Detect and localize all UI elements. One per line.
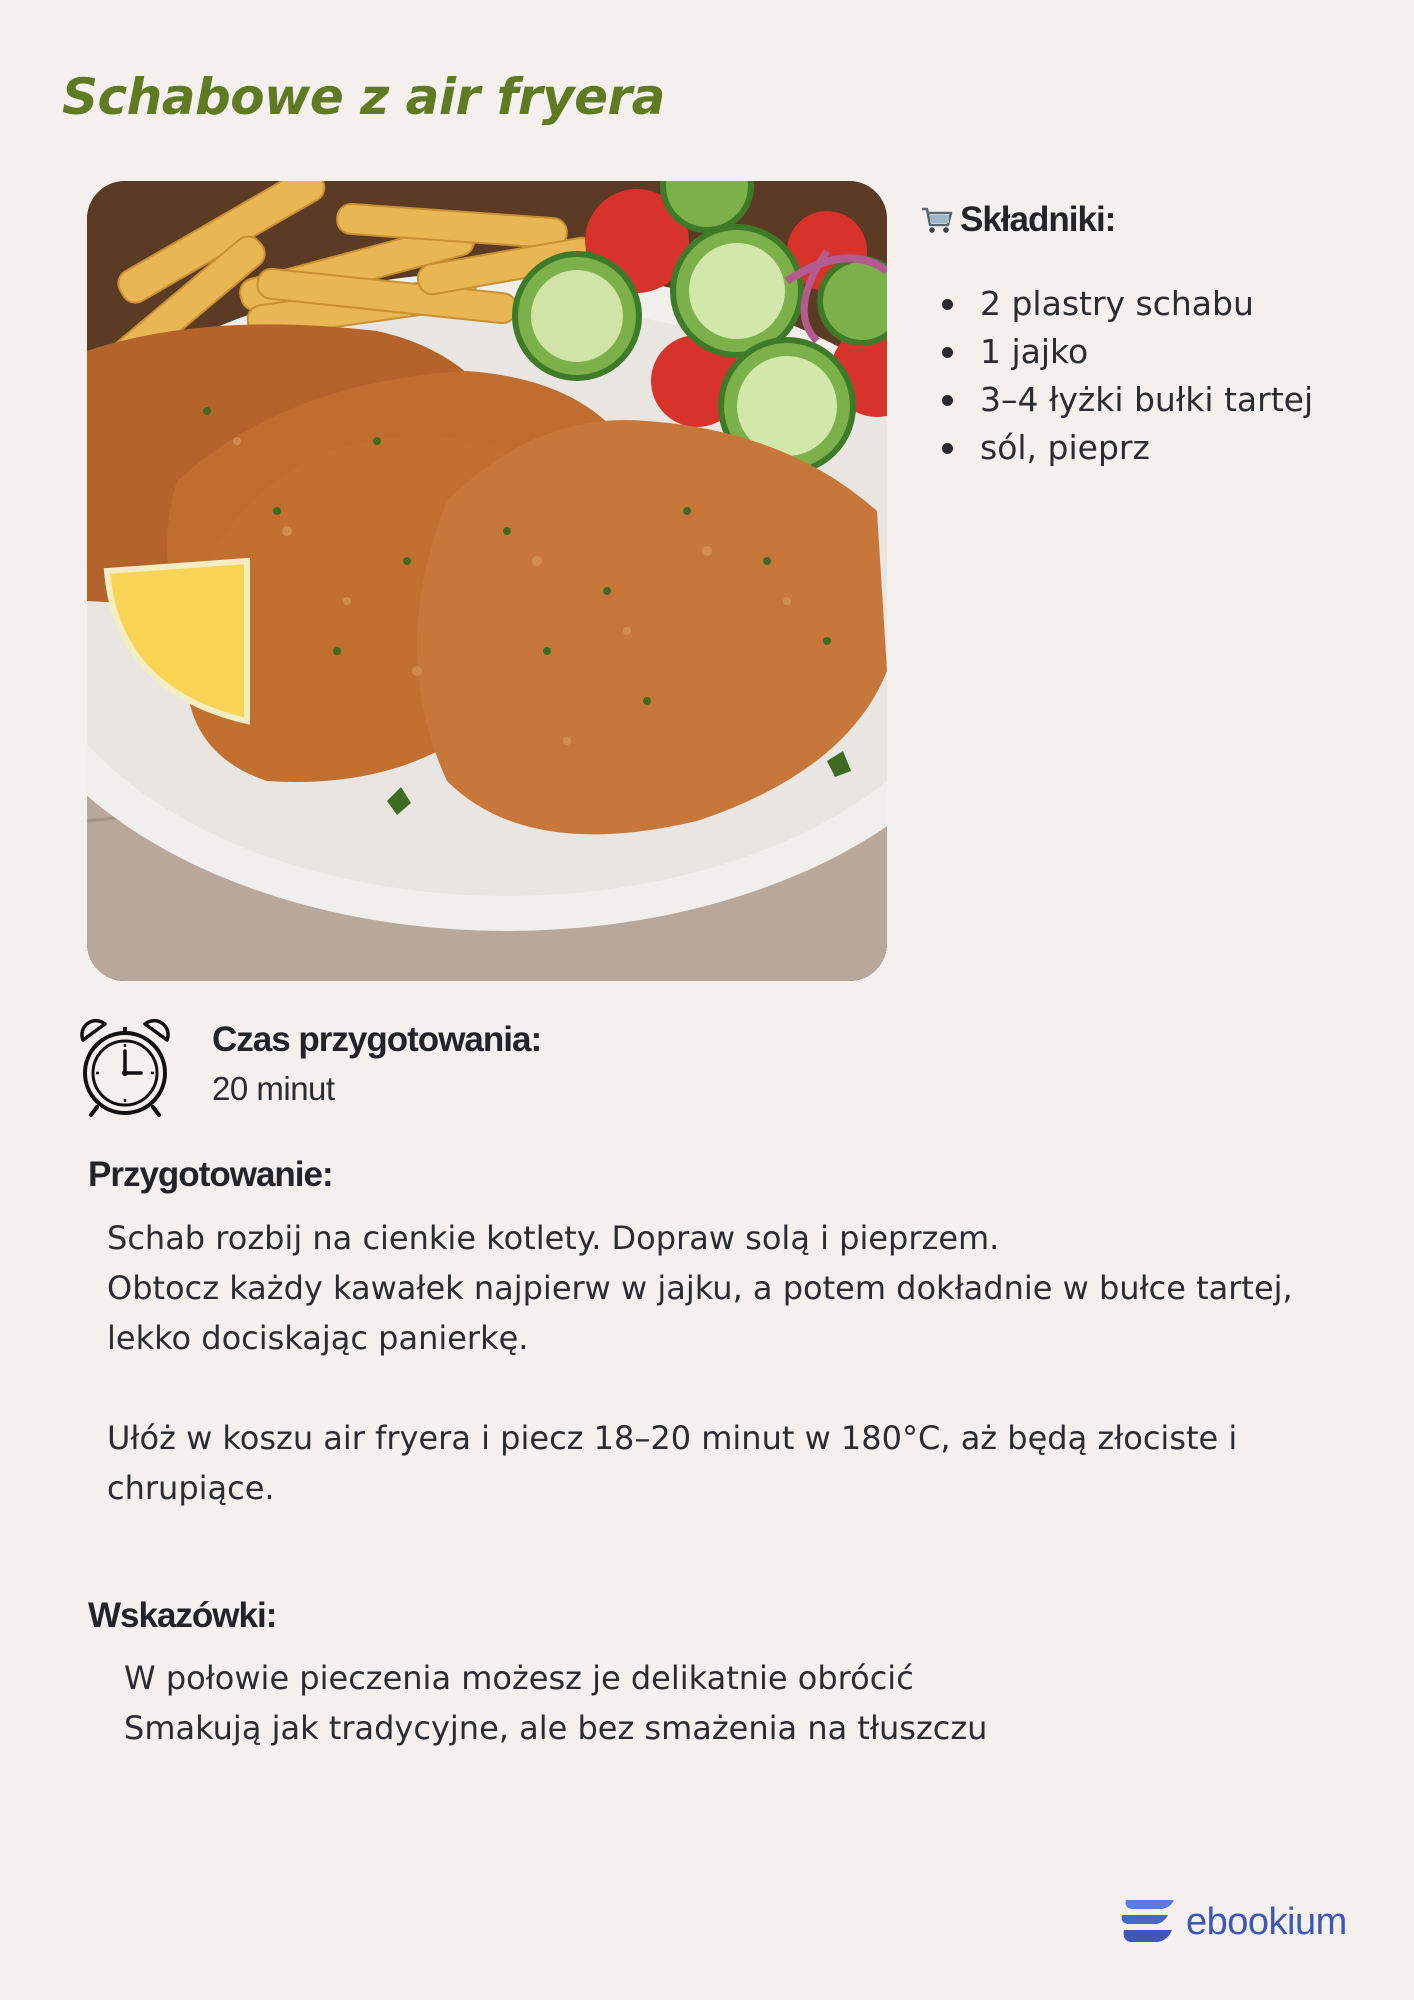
list-item: 2 plastry schabu <box>940 280 1313 328</box>
ingredients-list <box>940 280 1313 472</box>
preparation-paragraph: Obtocz każdy kawałek najpierw w jajku, a potem dokładnie w bułce tartej, lekko dociskając panierkę. <box>107 1269 1293 1357</box>
list-item: 3–4 łyżki bułki tartej <box>940 376 1313 424</box>
prep-time-value: 20 minut <box>212 1070 335 1107</box>
alarm-clock-icon <box>75 1018 175 1118</box>
recipe-photo <box>87 181 887 981</box>
tips-heading: Wskazówki: <box>88 1596 277 1635</box>
preparation-text <box>107 1213 1337 1513</box>
prep-time-label: Czas przygotowania: <box>212 1020 542 1059</box>
page-title: Schabowe z air fryera <box>62 68 665 126</box>
list-item: 1 jajko <box>940 328 1313 376</box>
preparation-paragraph: Schab rozbij na cienkie kotlety. Dopraw solą i pieprzem. <box>107 1219 1000 1257</box>
brand-logo <box>1118 1896 1347 1948</box>
ingredients-heading: Składniki: <box>960 200 1116 239</box>
preparation-paragraph: Ułóż w koszu air fryera i piecz 18–20 minut w 180°C, aż będą złociste i chrupiące. <box>107 1419 1238 1507</box>
ebookium-logo-icon <box>1118 1896 1178 1948</box>
ingredients-header <box>920 200 1115 240</box>
preparation-heading: Przygotowanie: <box>88 1155 333 1194</box>
brand-name: ebookium <box>1186 1900 1347 1943</box>
tips-list <box>124 1653 987 1753</box>
list-item: sól, pieprz <box>940 424 1313 472</box>
list-item: Smakują jak tradycyjne, ale bez smażenia na tłuszczu <box>124 1709 988 1747</box>
shopping-cart-icon <box>920 203 954 237</box>
food-photo <box>87 181 887 981</box>
list-item: W połowie pieczenia możesz je delikatnie obrócić <box>124 1659 914 1697</box>
